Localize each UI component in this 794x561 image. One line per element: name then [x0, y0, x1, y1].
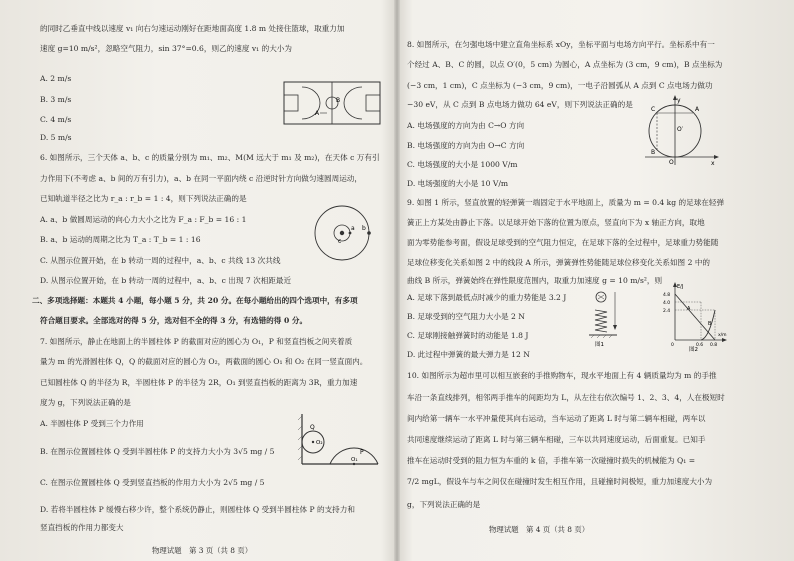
section-2-heading: 符合题目要求。全部选对的得 5 分，选对但不全的得 3 分，有选错的得 0 分。	[40, 316, 308, 325]
q7-line: 度为 g，下列说法正确的是	[40, 398, 131, 407]
q10-line: 10. 如图所示为超市里可以相互嵌套的手推购物车，现水平地面上有 4 辆质量均为 m 的手推	[407, 371, 717, 380]
q9-line: 簧正上方某处由静止下落。以足球开始下落的位置为原点，竖直向下为 x 轴正方向，取地	[407, 218, 705, 227]
graph-y-tick: 2.4	[663, 309, 671, 314]
cylinders-figure	[296, 410, 380, 470]
graph-x-tick: 0.6	[696, 343, 704, 348]
point-label: B	[651, 149, 656, 156]
right-page	[397, 0, 794, 561]
q5-line: 的同时乙垂直中线以速度 v₁ 向右匀速运动刚好在距地面高度 1.8 m 处接住篮球，取重力加	[40, 24, 345, 33]
q9-line: 9. 如图 1 所示，竖直放置的轻弹簧一端固定于水平地面上，质量为 m = 0.4 kg 的足球在轻弹	[407, 198, 725, 207]
q8-line: 个经过 A、B、C 的圆，以点 O′(0，5 cm) 为圆心，A 点坐标为 (3 cm，9 cm)，B 点坐标为	[407, 60, 723, 69]
graph-y-tick: 4.0	[663, 301, 671, 306]
q7-option: B. 在图示位置圆柱体 Q 受到半圆柱体 P 的支持力大小为 3√5 mg / 5	[40, 447, 275, 456]
graph-x-tick: 0.8	[710, 343, 718, 348]
q8-line: 8. 如图所示，在匀强电场中建立直角坐标系 xOy，坐标平面与电场方向平行。坐标系中有一	[407, 40, 715, 49]
axis-label: y	[677, 97, 681, 104]
q7-option: A. 半圆柱体 P 受到三个力作用	[40, 419, 144, 428]
q5-option: D. 5 m/s	[40, 133, 72, 142]
cyl-label: O₂	[316, 440, 323, 446]
q7-line: 已知圆柱体 Q 的半径为 R，半圆柱体 P 的半径为 2R，O₁ 到竖直挡板的距离为 3R，重力加速	[40, 378, 358, 387]
point-label: A	[695, 106, 700, 113]
axis-label: x	[711, 160, 715, 167]
q6-option: A. a、b 做圆周运动的向心力大小之比为 F_a : F_b = 16 : 1	[40, 215, 247, 224]
spring-ball-figure	[587, 288, 627, 348]
orbit-label: a	[351, 225, 355, 232]
q10-line: 共同速度继续运动了距离 L 时与第三辆车相碰，三车以共同速度运动，后面重复。已知手	[407, 435, 706, 444]
q9-option: C. 足球刚接触弹簧时的动能是 1.8 J	[407, 331, 529, 340]
q7-line: 量为 m 的光滑圆柱体 Q，Q 的截面对应的圆心为 O₂，两截面的圆心 O₁ 和 O₂ 在同一竖直面内。	[40, 357, 368, 366]
q6-option: B. a、b 运动的周期之比为 T_a : T_b = 1 : 16	[40, 235, 201, 244]
q6-line: 力作用下(不考虑 a、b 间的万有引力)，a、b 在同一平面内绕 c 沿逆时针方向做匀速圆周运动，	[40, 174, 362, 183]
field-circle-figure	[639, 95, 719, 167]
q7-line: 7. 如图所示，静止在地面上的半圆柱体 P 的截面对应的圆心为 O₁，P 和竖直挡板之间夹着质	[40, 337, 353, 346]
section-2-heading: 二、多项选择题：本题共 4 小题，每小题 5 分，共 20 分。在每小题给出的四个选项中，有多项	[32, 296, 358, 305]
page-footer: 物理试题 第 4 页（共 8 页）	[489, 525, 590, 534]
q8-option: C. 电场强度的大小是 1000 V/m	[407, 160, 518, 169]
q9-line: 面为零势能参考面，假设足球受到的空气阻力恒定，在足球下落的全过程中，足球重力势能随	[407, 238, 719, 247]
point-label: O	[669, 159, 674, 166]
q5-option: A. 2 m/s	[40, 74, 72, 83]
cyl-label: P	[360, 449, 364, 456]
q7-option: 竖直挡板的作用力都变大	[40, 523, 124, 532]
q8-option: A. 电场强度的方向为由 C→O 方向	[407, 121, 525, 130]
q8-option: D. 电场强度的大小是 10 V/m	[407, 179, 509, 188]
cyl-label: O₁	[351, 457, 358, 463]
q8-option: B. 电场强度的方向为由 O→C 方向	[407, 141, 525, 150]
graph-x-label: x/m	[718, 333, 727, 338]
court-label: B	[336, 97, 341, 104]
q9-option: D. 此过程中弹簧的最大弹力是 12 N	[407, 350, 530, 359]
q5-option: B. 3 m/s	[40, 95, 72, 104]
q9-option: B. 足球受到的空气阻力大小是 2 N	[407, 312, 525, 321]
q7-option: D. 若将半圆柱体 P 缓慢右移少许，整个系统仍静止，则圆柱体 Q 受到半圆柱体 P 的支持力和	[40, 505, 355, 514]
q10-line: 间内给第一辆车一水平冲量使其向右运动，当车运动了距离 L 时与第二辆车相碰，两车以	[407, 414, 706, 423]
q9-option: A. 足球下落到最低点时减少的重力势能是 3.2 J	[407, 293, 567, 302]
q10-line: 车沿一条直线排列，相邻两手推车的间距均为 L，从左往右依次编号 1、2、3、4，人在极短时	[407, 393, 725, 402]
figure-caption: 图2	[689, 347, 698, 352]
q10-line: 推车在运动时受到的阻力恒为车重的 k 倍，手推车第一次碰撞时损失的机械能为 Q₁ =	[407, 456, 696, 465]
orbit-label: b	[362, 225, 366, 232]
graph-y-tick: 4.8	[663, 293, 671, 298]
q7-option: C. 在图示位置圆柱体 Q 受到竖直挡板的作用力大小为 2√5 mg / 5	[40, 478, 265, 487]
figure-caption: 图1	[595, 342, 604, 348]
q10-line: g，下列说法正确的是	[407, 500, 481, 509]
q10-line: 7/2 mgL，假设车与车之间仅在碰撞时发生相互作用，且碰撞时间极短，重力加速度大小为	[407, 477, 713, 486]
court-label: A	[315, 110, 320, 117]
curve-label: A	[687, 306, 691, 312]
q6-option: C. 从图示位置开始，在 b 转动一周的过程中，a、b、c 共线 13 次共线	[40, 256, 281, 265]
q6-option: D. 从图示位置开始，在 b 转动一周的过程中，a、b、c 出现 7 次相距最近	[40, 276, 292, 285]
q5-line: 速度 g=10 m/s²，忽略空气阻力，sin 37°=0.6，则乙的速度 v₁ 的大小为	[40, 44, 292, 53]
q5-option: C. 4 m/s	[40, 115, 72, 124]
energy-graph-figure	[663, 280, 727, 352]
q6-line: 已知轨道半径之比为 r_a : r_b = 1 : 4，则下列说法正确的是	[40, 194, 247, 203]
graph-y-label: E/J	[677, 284, 684, 290]
graph-x-tick: 0	[671, 343, 674, 348]
q9-line: 足球位移变化关系如图 2 中的线段 A 所示，弹簧弹性势能随足球位移变化关系如图 2 中的	[407, 258, 711, 267]
q6-line: 6. 如图所示，三个天体 a、b、c 的质量分别为 m₁、m₂、M(M 远大于 m₁ 及 m₂)，在天体 c 万有引	[40, 153, 380, 162]
cyl-label: Q	[310, 424, 315, 431]
q8-line: −30 eV，从 C 点到 B 点电场力做功 64 eV，则下列说法正确的是	[407, 100, 633, 109]
basketball-court-figure	[282, 80, 382, 126]
q9-line: 曲线 B 所示，弹簧始终在弹性限度范围内，取重力加速度 g = 10 m/s²，则	[407, 276, 663, 285]
page-footer: 物理试题 第 3 页（共 8 页）	[152, 546, 253, 555]
orbit-label: c	[338, 238, 342, 245]
curve-label: B	[708, 321, 712, 327]
point-label: C	[651, 106, 656, 113]
q8-line: (−3 cm，1 cm)，C 点坐标为 (−3 cm，9 cm)，一电子沿圆弧从 A 点到 C 点电场力做功	[407, 81, 713, 90]
point-label: O′	[677, 126, 684, 133]
orbit-figure	[312, 203, 372, 263]
